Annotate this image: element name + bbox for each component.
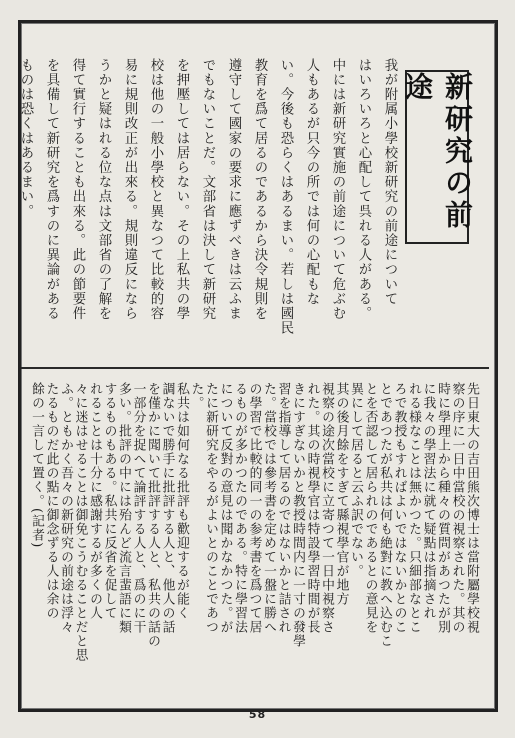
text-line: 人もあるが只今の所では何の心配もな bbox=[304, 58, 319, 307]
text-line: れる様なことは無かつた。只細部なとこ bbox=[406, 382, 421, 634]
text-line: するものもある。私共に反省を促して bbox=[101, 382, 117, 620]
text-line: 中には新研究實施の前途について危ぶむ bbox=[330, 58, 345, 321]
text-line: に我々の學習法に就て疑點は指摘され bbox=[420, 382, 436, 620]
text-line: を僅かに聞いて批評する人と、私共の話の bbox=[145, 382, 160, 648]
text-line: でもないことだ。文部省は決して新研究 bbox=[200, 58, 215, 321]
text-line: 察の序に一日中當校の視察された。其の bbox=[449, 382, 465, 634]
text-line: た。當校では參考書を定めて一盤に勝へ bbox=[261, 382, 276, 634]
text-line: 先日東大の吉田熊次博士は當附屬學校視 bbox=[464, 382, 479, 634]
text-line: 異にして居ると云ふ訳でない。 bbox=[348, 382, 363, 578]
text-line: 調ないで勝手に批評する人と、他人の話 bbox=[159, 382, 175, 634]
text-line: うかと疑はれる位な点は文部省の了解を bbox=[96, 58, 111, 321]
text-line: を具備して新研究を爲すのに異論がある bbox=[44, 58, 59, 321]
text-line: の學習で比較的同一の参考書を爲つて居 bbox=[246, 382, 262, 634]
article-title: 新研究の前途 bbox=[405, 70, 469, 244]
text-line: 餘の一言して置く。(記者) bbox=[29, 382, 44, 549]
page-number: 58 bbox=[248, 708, 267, 721]
text-line: 一部分を捉へて論評する人と、爲のに干 bbox=[130, 382, 146, 634]
text-line: ろで教授もすればよいではないかとのこ bbox=[391, 382, 407, 634]
text-line: 遵守して國家の要求に應ずべきは云ふま bbox=[226, 58, 241, 321]
lower-text-block bbox=[30, 382, 478, 697]
text-line: 習を指導して居るのではないかと詰され bbox=[275, 382, 291, 634]
text-line: きにすぎないかと教授時間内に一寸の發學 bbox=[290, 382, 305, 648]
text-line: れた。其の時視學官は特設學習時間が長 bbox=[304, 382, 320, 634]
text-line: について反對の意見は聞かなかつた。が bbox=[217, 382, 233, 634]
text-line: い。今後も恐らくはあるまい。若しは國民 bbox=[278, 58, 293, 336]
text-line: 私共は如何なる批評も歡迎するが能く bbox=[174, 382, 189, 620]
text-line: 教育を爲て居るのであるから決令規則を bbox=[252, 58, 267, 321]
text-line: とを否認して居られのであるとの意見を bbox=[362, 382, 378, 634]
text-line: れることは十分に感謝するが多くの人 bbox=[87, 382, 102, 620]
text-line: 視察の途次當校に立寄つて一日中視察さ bbox=[319, 382, 334, 634]
text-line: を押壓しては居らない。その上私共の學 bbox=[174, 58, 189, 321]
text-line: とであつたが私共は何も絶對に教へ込むこ bbox=[377, 382, 392, 648]
text-line: ふ。ともかく吾々の新研究の前途は浮々 bbox=[58, 382, 73, 634]
section-divider bbox=[21, 367, 489, 369]
text-line: ものは恐くはあるまい。 bbox=[18, 58, 33, 219]
text-line: るものが多かつたのである。特に學習法 bbox=[232, 382, 247, 634]
text-line: はいろいろと心配して呉れる人がある。 bbox=[356, 58, 371, 321]
text-line: 得て實行することも出來る。此の節要件 bbox=[70, 58, 85, 321]
text-line: たに新研究をやるがよいとのことであつ bbox=[203, 382, 218, 634]
text-line: 校は他の一般小學校と異なつて比較的容 bbox=[148, 58, 163, 321]
text-line: た。 bbox=[188, 382, 204, 410]
text-line: 我が附属小學校新研究の前途について bbox=[382, 58, 397, 307]
upper-text-block bbox=[18, 58, 402, 358]
text-line: 時に學理上から種々の質問があつたが別 bbox=[435, 382, 450, 634]
text-line: たるものだ此の點に御念ずる人は余の bbox=[43, 382, 59, 620]
text-line: 其の後月餘をすぎて縣視學官が地方 bbox=[333, 382, 349, 606]
text-line: 易に規則改正が出來る。規則違反になら bbox=[122, 58, 137, 321]
text-line: 々に迷はせることは御免こうむることだと思 bbox=[72, 382, 88, 662]
text-line: 多い。批評の中には殆んど流言蜚語に類 bbox=[116, 382, 131, 634]
